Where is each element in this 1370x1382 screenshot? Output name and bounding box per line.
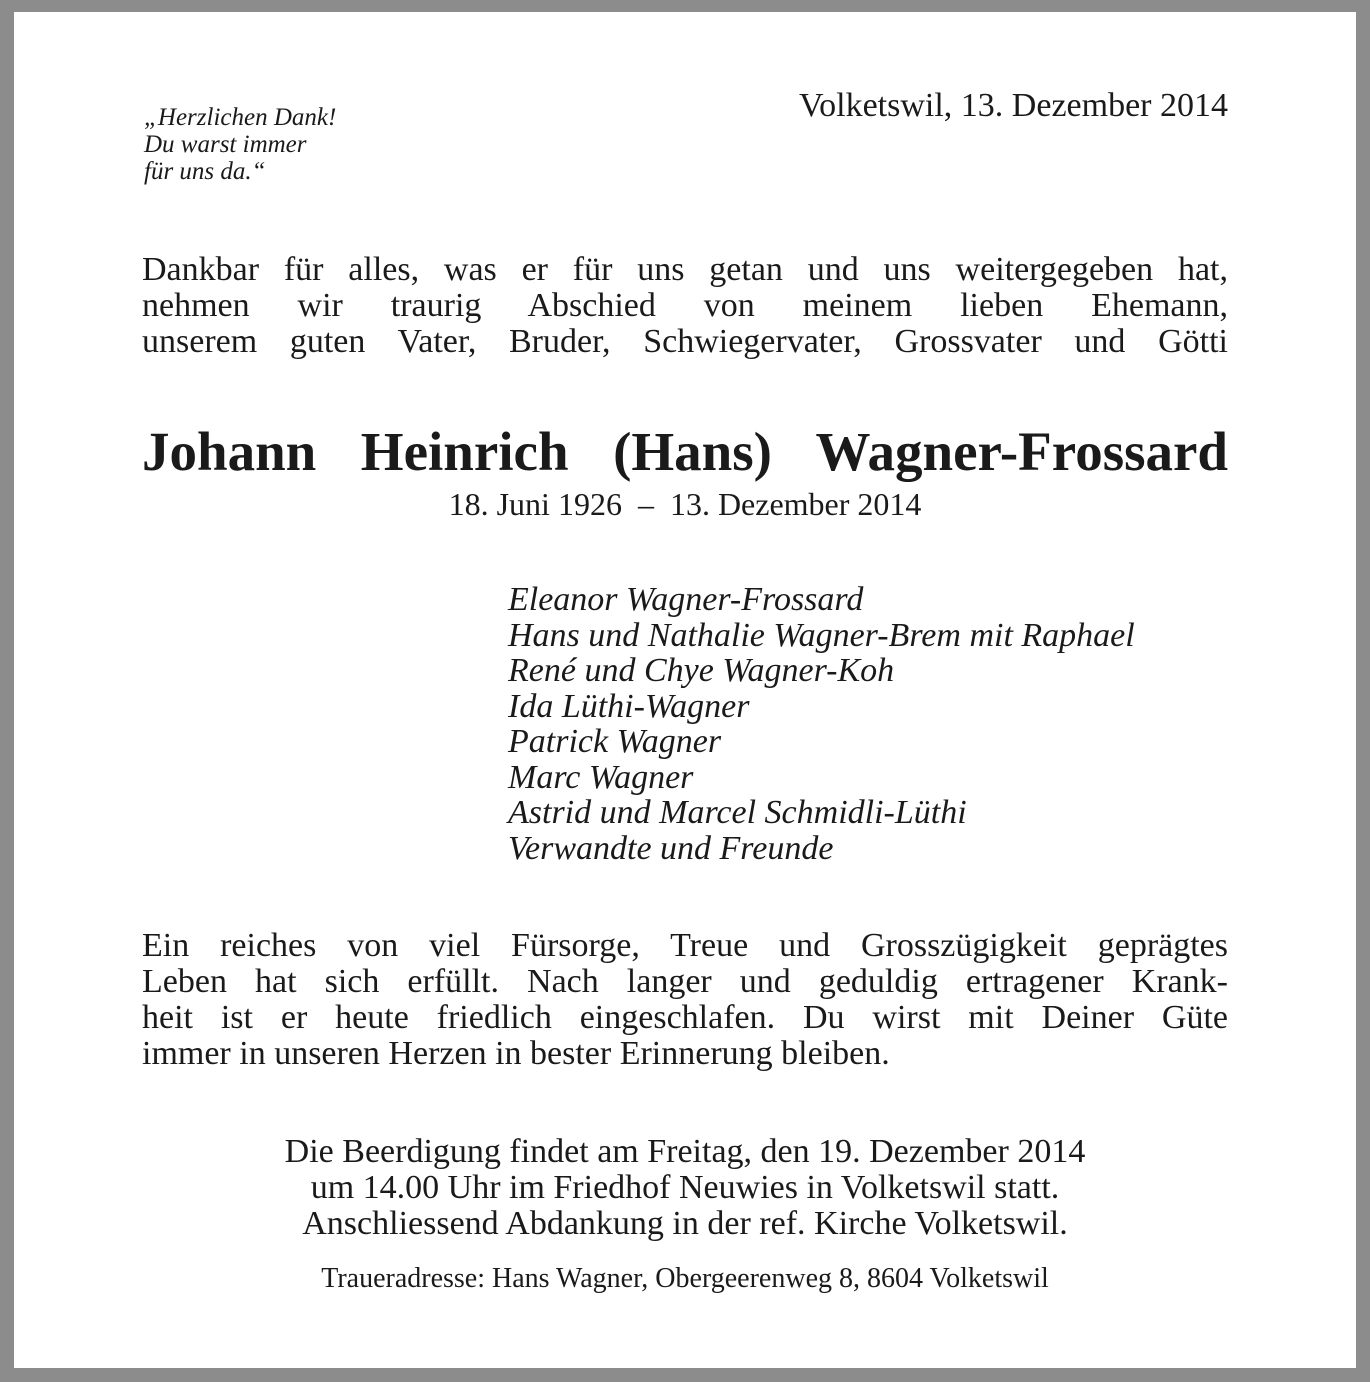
intro-line: unserem guten Vater, Bruder, Schwiegervater, Grossvater und Götti — [142, 323, 1228, 360]
funeral-details — [142, 1134, 1228, 1242]
deceased-name: Johann Heinrich (Hans) Wagner-Frossard — [142, 421, 1228, 482]
tribute-paragraph — [142, 928, 1228, 1072]
intro-line: nehmen wir traurig Abschied von meinem lieben Ehemann, — [142, 287, 1228, 324]
funeral-line: Anschliessend Abdankung in der ref. Kirche Volketswil. — [302, 1205, 1068, 1242]
tribute-line: heit ist er heute friedlich eingeschlafen. Du wirst mit Deiner Güte — [142, 999, 1228, 1036]
motto-line: für uns da.“ — [144, 158, 266, 185]
mourner-entry: Ida Lüthi-Wagner — [508, 687, 750, 725]
lifespan-dates — [142, 484, 1228, 524]
mourning-address: Traueradresse: Hans Wagner, Obergeerenweg 8, 8604 Volketswil — [321, 1263, 1049, 1294]
motto-line: Du warst immer — [144, 131, 307, 158]
mourner-entry: René und Chye Wagner-Koh — [508, 652, 895, 689]
motto-line: „Herzlichen Dank! — [144, 104, 337, 131]
mourners-list — [508, 582, 1135, 866]
motto-quote — [144, 104, 336, 185]
mourner-entry: Marc Wagner — [508, 758, 694, 796]
intro-paragraph — [142, 252, 1228, 360]
funeral-line: Die Beerdigung findet am Freitag, den 19. Dezember 2014 — [284, 1133, 1086, 1170]
intro-line: Dankbar für alles, was er für uns getan und uns weitergegeben hat, — [142, 251, 1228, 288]
tribute-line: immer in unseren Herzen in bester Erinnerung bleiben. — [142, 1035, 890, 1072]
mourner-entry: Verwandte und Freunde — [508, 829, 834, 867]
obituary-notice — [14, 12, 1356, 1368]
place-date-line: Volketswil, 13. Dezember 2014 — [798, 87, 1228, 124]
tribute-line: Ein reiches von viel Fürsorge, Treue und Grosszügigkeit geprägtes — [142, 927, 1228, 964]
death-date: 13. Dezember 2014 — [669, 486, 922, 522]
funeral-line: um 14.00 Uhr im Friedhof Neuwies in Volketswil statt. — [310, 1169, 1060, 1206]
tribute-line: Leben hat sich erfüllt. Nach langer und geduldig ertragener Krank- — [142, 963, 1228, 1000]
mourner-entry: Astrid und Marcel Schmidli-Lüthi — [508, 794, 967, 831]
mourner-entry: Eleanor Wagner-Frossard — [508, 581, 864, 618]
mourner-entry: Patrick Wagner — [508, 723, 722, 760]
birth-date: 18. Juni 1926 — [448, 486, 622, 522]
mourner-entry: Hans und Nathalie Wagner-Brem mit Raphael — [508, 616, 1135, 654]
date-separator: – — [637, 486, 654, 522]
